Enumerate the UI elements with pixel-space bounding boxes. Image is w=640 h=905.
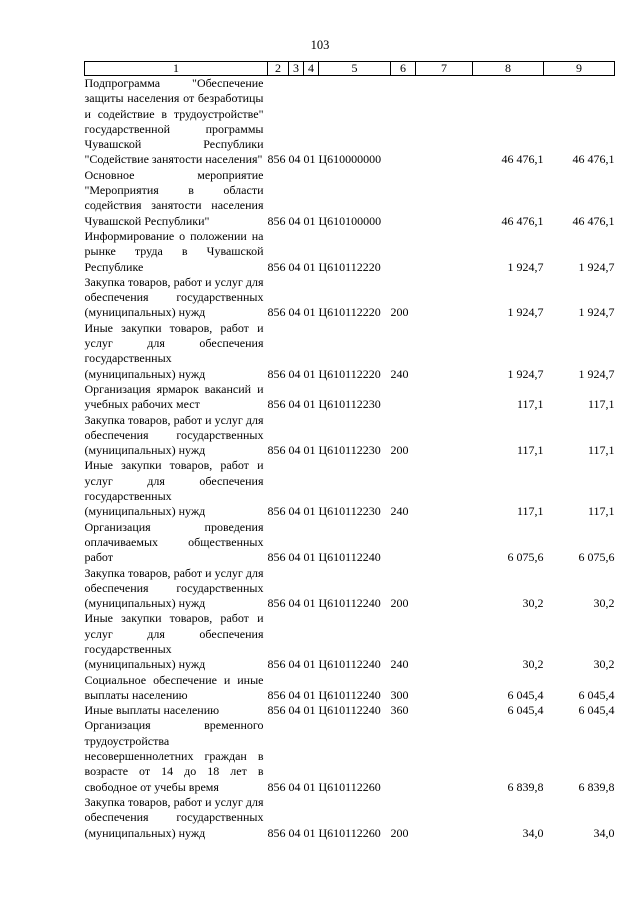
target-article-cell: Ц610000000 [318, 152, 382, 167]
amount-cell: 1 924,7 [578, 366, 615, 381]
target-article-cell: Ц610112260 [318, 825, 381, 840]
column-7-cell [416, 795, 473, 841]
section-code-cell: 04 [288, 657, 301, 672]
row-name-cell: Закупка товаров, работ и услуг для обеспечения государственных (муниципальных) нужд [84, 565, 264, 611]
amount-cell: 117,1 [516, 443, 544, 458]
amount-cell: 30,2 [522, 596, 544, 611]
amount-cell: 1 924,7 [507, 305, 544, 320]
subsection-code-cell: 01 [303, 305, 316, 320]
section-code-cell: 04 [288, 305, 301, 320]
expense-type-cell: 200 [390, 305, 409, 320]
amount-cell: 1 924,7 [578, 259, 615, 274]
admin-code-cell: 856 [267, 152, 286, 167]
column-header: 2 [268, 62, 289, 76]
row-name-cell: Закупка товаров, работ и услуг для обеспечения государственных (муниципальных) нужд [84, 794, 264, 840]
subsection-code-cell: 01 [303, 213, 316, 228]
subsection-code-cell: 01 [303, 657, 316, 672]
expense-type-cell: 360 [390, 703, 409, 718]
table-row [85, 382, 615, 413]
subsection-code-cell: 01 [303, 596, 316, 611]
expense-type-cell [391, 718, 416, 794]
section-code-cell: 04 [288, 596, 301, 611]
subsection-code-cell: 01 [303, 397, 316, 412]
admin-code-cell: 856 [267, 596, 286, 611]
expense-type-cell [391, 520, 416, 566]
amount-cell: 6 045,4 [507, 703, 544, 718]
row-name-cell: Социальное обеспечение и иные выплаты населению [84, 672, 264, 702]
table-row [85, 703, 615, 718]
row-name-cell: Информирование о положении на рынке труда в Чувашской Республике [84, 228, 264, 274]
table-row [85, 520, 615, 566]
subsection-code-cell: 01 [303, 504, 316, 519]
amount-cell: 46 476,1 [501, 213, 544, 228]
admin-code-cell: 856 [267, 213, 286, 228]
column-7-cell [416, 413, 473, 459]
amount-cell: 6 045,4 [578, 687, 615, 702]
page-number: 103 [310, 38, 330, 52]
row-name-cell: Иные закупки товаров, работ и услуг для обеспечения государственных (муниципальных) нужд [84, 611, 264, 672]
amount-cell: 1 924,7 [507, 259, 544, 274]
target-article-cell: Ц610112220 [318, 305, 381, 320]
section-code-cell: 04 [288, 504, 301, 519]
subsection-code-cell: 01 [303, 550, 316, 565]
column-7-cell [416, 168, 473, 229]
column-7-cell [416, 229, 473, 275]
subsection-code-cell: 01 [303, 825, 316, 840]
row-name-cell: Иные закупки товаров, работ и услуг для обеспечения государственных (муниципальных) нужд [84, 320, 264, 381]
amount-cell: 6 075,6 [507, 550, 544, 565]
amount-cell: 6 045,4 [578, 703, 615, 718]
column-7-cell [416, 275, 473, 321]
admin-code-cell: 856 [267, 779, 286, 794]
amount-cell: 6 839,8 [507, 779, 544, 794]
section-code-cell: 04 [288, 213, 301, 228]
amount-cell: 1 924,7 [507, 366, 544, 381]
row-name-cell: Организация временного трудоустройства несовершеннолетних граждан в возрасте от 14 до 18 лет в свободное от учебы время [84, 718, 264, 794]
subsection-code-cell: 01 [303, 152, 316, 167]
admin-code-cell: 856 [267, 825, 286, 840]
admin-code-cell: 856 [267, 687, 286, 702]
target-article-cell: Ц610112220 [318, 259, 381, 274]
section-code-cell: 04 [288, 687, 301, 702]
column-7-cell [416, 76, 473, 168]
amount-cell: 117,1 [587, 504, 615, 519]
admin-code-cell: 856 [267, 366, 286, 381]
section-code-cell: 04 [288, 366, 301, 381]
amount-cell: 117,1 [516, 397, 544, 412]
expense-type-cell [391, 168, 416, 229]
row-name-cell: Основное мероприятие "Мероприятия в области содействия занятости населения Чувашской Республики" [84, 167, 264, 228]
amount-cell: 34,0 [522, 825, 544, 840]
expense-type-cell: 300 [390, 687, 409, 702]
table-row [85, 321, 615, 382]
column-header: 8 [473, 62, 544, 76]
column-7-cell [416, 566, 473, 612]
admin-code-cell: 856 [267, 397, 286, 412]
column-header: 6 [391, 62, 416, 76]
column-7-cell [416, 673, 473, 704]
amount-cell: 6 839,8 [578, 779, 615, 794]
table-row [85, 458, 615, 519]
amount-cell: 30,2 [522, 657, 544, 672]
section-code-cell: 04 [288, 443, 301, 458]
expense-type-cell: 240 [390, 657, 409, 672]
row-name-cell: Подпрограмма "Обеспечение защиты населения от безработицы и содействие в трудоустройстве" государственной программы Чувашской Республики "Содействие занятости населения" [84, 76, 264, 167]
amount-cell: 34,0 [593, 825, 615, 840]
table-row [85, 275, 615, 321]
target-article-cell: Ц610112240 [318, 596, 381, 611]
target-article-cell: Ц610112240 [318, 550, 381, 565]
table-row [85, 168, 615, 229]
column-header: 4 [304, 62, 319, 76]
admin-code-cell: 856 [267, 550, 286, 565]
section-code-cell: 04 [288, 703, 301, 718]
target-article-cell: Ц610112230 [318, 504, 381, 519]
amount-cell: 30,2 [593, 657, 615, 672]
amount-cell: 6 045,4 [507, 687, 544, 702]
target-article-cell: Ц610112240 [318, 703, 381, 718]
target-article-cell: Ц610112230 [318, 397, 381, 412]
table-row [85, 718, 615, 794]
table-row [85, 566, 615, 612]
row-name-cell: Закупка товаров, работ и услуг для обеспечения государственных (муниципальных) нужд [84, 412, 264, 458]
target-article-cell: Ц610112240 [318, 687, 381, 702]
subsection-code-cell: 01 [303, 366, 316, 381]
expense-type-cell: 200 [390, 825, 409, 840]
table-row [85, 673, 615, 704]
column-header: 5 [319, 62, 391, 76]
column-7-cell [416, 520, 473, 566]
expense-type-cell: 240 [390, 504, 409, 519]
subsection-code-cell: 01 [303, 779, 316, 794]
admin-code-cell: 856 [267, 305, 286, 320]
row-name-cell: Организация ярмарок вакансий и учебных рабочих мест [84, 381, 264, 412]
amount-cell: 46 476,1 [501, 152, 544, 167]
target-article-cell: Ц610112220 [318, 366, 381, 381]
expense-type-cell [391, 382, 416, 413]
column-header: 9 [544, 62, 615, 76]
table-row [85, 413, 615, 459]
section-code-cell: 04 [288, 152, 301, 167]
amount-cell: 46 476,1 [572, 152, 615, 167]
section-code-cell: 04 [288, 825, 301, 840]
admin-code-cell: 856 [267, 703, 286, 718]
table-row [85, 76, 615, 168]
amount-cell: 117,1 [516, 504, 544, 519]
amount-cell: 46 476,1 [572, 213, 615, 228]
column-7-cell [416, 611, 473, 672]
row-name-cell: Организация проведения оплачиваемых общественных работ [84, 519, 264, 565]
column-7-cell [416, 718, 473, 794]
column-7-cell [416, 703, 473, 718]
column-7-cell [416, 458, 473, 519]
target-article-cell: Ц610112260 [318, 779, 381, 794]
column-header: 3 [289, 62, 304, 76]
target-article-cell: Ц610112230 [318, 443, 381, 458]
amount-cell: 117,1 [587, 397, 615, 412]
table-header-row [85, 62, 615, 76]
subsection-code-cell: 01 [303, 703, 316, 718]
row-name-cell: Закупка товаров, работ и услуг для обеспечения государственных (муниципальных) нужд [84, 274, 264, 320]
amount-cell: 6 075,6 [578, 550, 615, 565]
table-body [85, 76, 615, 841]
expense-type-cell: 200 [390, 596, 409, 611]
subsection-code-cell: 01 [303, 259, 316, 274]
row-name-cell: Иные закупки товаров, работ и услуг для обеспечения государственных (муниципальных) нужд [84, 458, 264, 519]
section-code-cell: 04 [288, 259, 301, 274]
column-7-cell [416, 321, 473, 382]
admin-code-cell: 856 [267, 657, 286, 672]
section-code-cell: 04 [288, 550, 301, 565]
table-row [85, 795, 615, 841]
column-header: 1 [85, 62, 268, 76]
section-code-cell: 04 [288, 397, 301, 412]
expense-type-cell: 200 [390, 443, 409, 458]
subsection-code-cell: 01 [303, 443, 316, 458]
amount-cell: 117,1 [587, 443, 615, 458]
admin-code-cell: 856 [267, 259, 286, 274]
subsection-code-cell: 01 [303, 687, 316, 702]
target-article-cell: Ц610112240 [318, 657, 381, 672]
amount-cell: 1 924,7 [578, 305, 615, 320]
admin-code-cell: 856 [267, 504, 286, 519]
target-article-cell: Ц610100000 [318, 213, 382, 228]
column-7-cell [416, 382, 473, 413]
expense-type-cell [391, 76, 416, 168]
expense-type-cell [391, 229, 416, 275]
admin-code-cell: 856 [267, 443, 286, 458]
column-header: 7 [416, 62, 473, 76]
expense-type-cell: 240 [390, 366, 409, 381]
table-row [85, 611, 615, 672]
amount-cell: 30,2 [593, 596, 615, 611]
budget-table [84, 61, 615, 841]
table-row [85, 229, 615, 275]
row-name-cell: Иные выплаты населению [84, 703, 220, 718]
section-code-cell: 04 [288, 779, 301, 794]
